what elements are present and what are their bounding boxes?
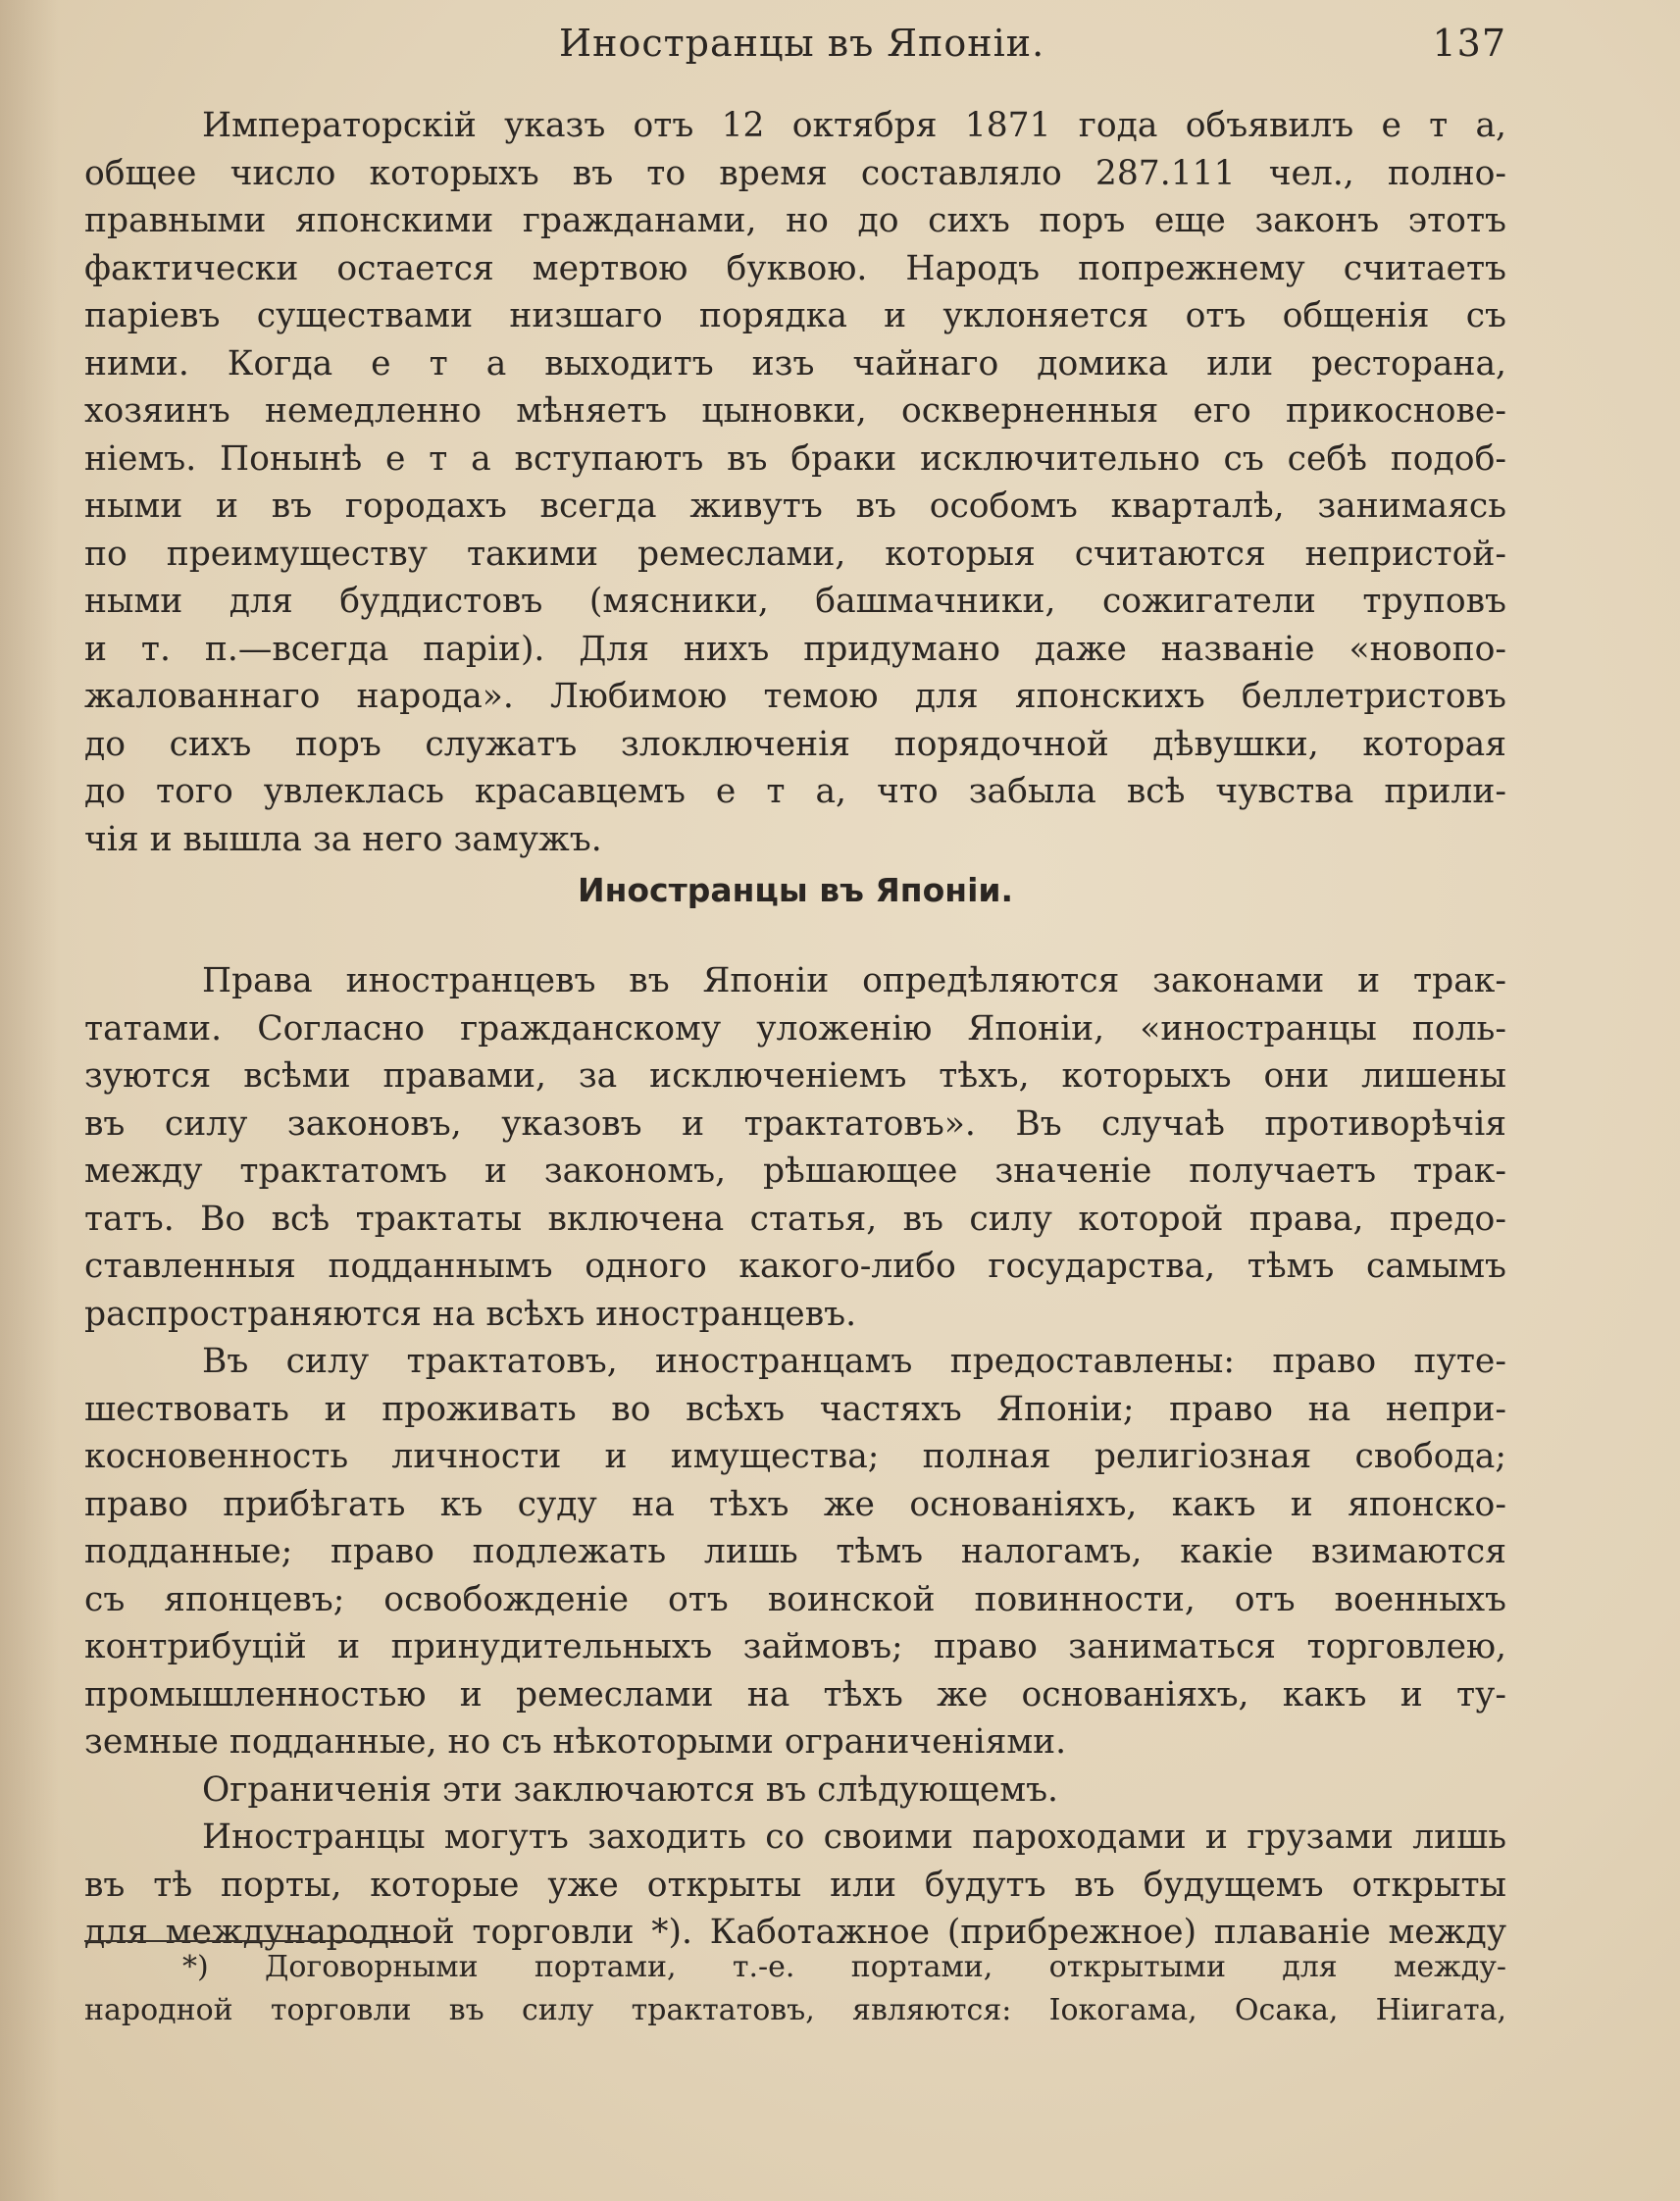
text-line: паріевъ существами низшаго порядка и уклоняется отъ общенія съ bbox=[84, 296, 1506, 335]
text-line: ніемъ. Понынѣ е т а вступаютъ въ браки исключительно съ себѣ подоб- bbox=[84, 438, 1506, 479]
footnote-line: *) Договорными портами, т.-е. портами, открытыми для между- bbox=[182, 1950, 1506, 1984]
paragraph-eta bbox=[84, 102, 1506, 863]
text-line: жалованнаго народа». Любимою темою для японскихъ беллетристовъ bbox=[84, 677, 1506, 716]
text-line: контрибуцій и принудительныхъ займовъ; право заниматься торговлею, bbox=[84, 1627, 1506, 1666]
text-line: Иностранцы могутъ заходить со своими пароходами и грузами лишь bbox=[202, 1817, 1506, 1857]
text-line: Въ силу трактатовъ, иностранцамъ предоставлены: право путе- bbox=[202, 1342, 1506, 1381]
text-line: Права иностранцевъ въ Японіи опредѣляются законами и трак- bbox=[202, 961, 1506, 1000]
text-line: ними. Когда е т а выходитъ изъ чайнаго домика или ресторана, bbox=[84, 343, 1506, 384]
text-line: хозяинъ немедленно мѣняетъ цыновки, оскверненныя его прикоснове- bbox=[84, 391, 1506, 431]
text-line: распространяются на всѣхъ иностранцевъ. bbox=[84, 1294, 857, 1334]
text-line: ными для буддистовъ (мясники, башмачники, сожигатели труповъ bbox=[84, 582, 1506, 621]
text-line: правными японскими гражданами, но до сихъ поръ еще законъ этотъ bbox=[84, 201, 1506, 240]
text-line: въ силу законовъ, указовъ и трактатовъ». Въ случаѣ противорѣчія bbox=[84, 1103, 1506, 1144]
text-line: татъ. Во всѣ трактаты включена статья, въ силу которой права, предо- bbox=[84, 1199, 1506, 1239]
section-body bbox=[84, 957, 1506, 1957]
text-line: Ограниченія эти заключаются въ слѣдующемъ. bbox=[202, 1769, 1059, 1810]
text-line: право прибѣгать къ суду на тѣхъ же основаніяхъ, какъ и японско- bbox=[84, 1484, 1506, 1524]
text-line: до сихъ поръ служатъ злоключенія порядочной дѣвушки, которая bbox=[84, 724, 1506, 764]
text-line: въ тѣ порты, которые уже открыты или будутъ въ будущемъ открыты bbox=[84, 1865, 1506, 1905]
footnote-rule bbox=[84, 1940, 428, 1942]
text-line: для международной торговли *). Каботажное (прибрежное) плаваніе между bbox=[84, 1913, 1506, 1952]
text-line: по преимуществу такими ремеслами, которыя считаются непристой- bbox=[84, 534, 1506, 574]
footnote bbox=[84, 1946, 1506, 2032]
section-heading: Иностранцы въ Японіи. bbox=[577, 871, 1014, 909]
footnote-line: народной торговли въ силу трактатовъ, являются: Іокогама, Осака, Ніигата, bbox=[84, 1993, 1506, 2027]
text-line: зуются всѣми правами, за исключеніемъ тѣхъ, которыхъ они лишены bbox=[84, 1056, 1506, 1096]
text-line: фактически остается мертвою буквою. Народъ попрежнему считаетъ bbox=[84, 248, 1506, 288]
running-head bbox=[84, 22, 1506, 73]
text-line: до того увлеклась красавцемъ е т а, что забыла всѣ чувства прили- bbox=[84, 772, 1506, 811]
text-line: земные подданные, но съ нѣкоторыми ограниченіями. bbox=[84, 1722, 1067, 1762]
running-title: Иностранцы въ Японіи. bbox=[559, 22, 1045, 65]
text-line: промышленностью и ремеслами на тѣхъ же основаніяхъ, какъ и ту- bbox=[84, 1674, 1506, 1715]
text-line: ставленныя подданнымъ одного какого-либо государства, тѣмъ самымъ bbox=[84, 1247, 1506, 1286]
text-line: ными и въ городахъ всегда живутъ въ особомъ кварталѣ, занимаясь bbox=[84, 486, 1506, 526]
text-line: Императорскій указъ отъ 12 октября 1871 года объявилъ е т а, bbox=[202, 106, 1506, 145]
text-line: чія и вышла за него замужъ. bbox=[84, 819, 602, 859]
text-line: косновенность личности и имущества; полная религіозная свобода; bbox=[84, 1437, 1506, 1476]
text-line: между трактатомъ и закономъ, рѣшающее значеніе получаетъ трак- bbox=[84, 1152, 1506, 1191]
text-line: татами. Согласно гражданскому уложенію Японіи, «иностранцы поль- bbox=[84, 1008, 1506, 1049]
text-line: подданные; право подлежать лишь тѣмъ налогамъ, какіе взимаются bbox=[84, 1532, 1506, 1571]
text-line: общее число которыхъ въ то время составляло 287.111 чел., полно- bbox=[84, 153, 1506, 193]
text-line: съ японцевъ; освобожденіе отъ воинской повинности, отъ военныхъ bbox=[84, 1579, 1506, 1619]
page-number: 137 bbox=[1432, 22, 1506, 65]
text-line: и т. п.—всегда паріи). Для нихъ придумано даже названіе «новопо- bbox=[84, 629, 1506, 669]
text-line: шествовать и проживать во всѣхъ частяхъ Японіи; право на непри- bbox=[84, 1389, 1506, 1429]
